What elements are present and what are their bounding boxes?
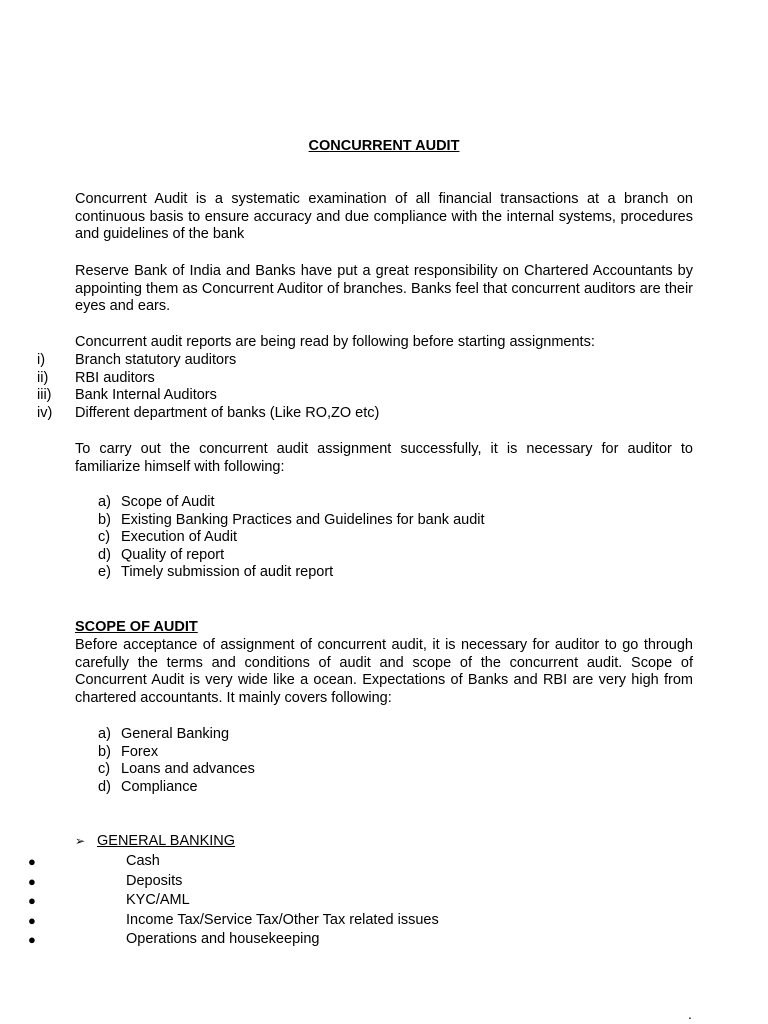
scope-heading: SCOPE OF AUDIT bbox=[75, 619, 198, 635]
intro-paragraph: Concurrent Audit is a systematic examination of all financial transactions at a branch on continuous basis to ensure accuracy and due compliance with the internal systems, procedures and guidelines of the bank bbox=[75, 191, 693, 243]
list-item-number: b) bbox=[98, 743, 111, 760]
footer-mark: . bbox=[688, 1006, 692, 1022]
bullet-icon: ● bbox=[28, 854, 36, 869]
list-item-text: Deposits bbox=[126, 872, 183, 889]
scope-paragraph: Before acceptance of assignment of concurrent audit, it is necessary for auditor to go through carefully the terms and conditions of audit and scope of the concurrent audit. Scope of Concurrent Audit is very wide like a ocean. Expectations of Banks and RBI are very high from chartered accountants. It mainly covers following: bbox=[75, 637, 693, 706]
list-item-number: d) bbox=[98, 778, 111, 795]
list-item-text: Scope of Audit bbox=[121, 494, 215, 510]
readers-intro-paragraph: Concurrent audit reports are being read by following before starting assignments: bbox=[75, 334, 595, 350]
list-item-text: Income Tax/Service Tax/Other Tax related issues bbox=[126, 911, 439, 928]
list-item-text: Loans and advances bbox=[121, 761, 255, 778]
list-item-number: a) bbox=[98, 726, 111, 742]
list-item-text: Compliance bbox=[121, 778, 198, 795]
list-item-text: Bank Internal Auditors bbox=[75, 387, 217, 404]
list-item-text: Different department of banks (Like RO,ZO etc) bbox=[75, 404, 380, 421]
list-item-number: i) bbox=[37, 352, 46, 368]
list-item-number: ii) bbox=[37, 369, 49, 386]
bullet-icon: ● bbox=[28, 873, 36, 889]
bullet-icon: ● bbox=[28, 932, 36, 947]
bullet-icon: ● bbox=[28, 912, 36, 928]
list-item-text: KYC/AML bbox=[126, 892, 190, 908]
list-item-text: Branch statutory auditors bbox=[75, 352, 237, 368]
list-item-text: Operations and housekeeping bbox=[126, 931, 320, 947]
list-item-number: iv) bbox=[37, 404, 53, 421]
list-item-text: RBI auditors bbox=[75, 369, 155, 386]
responsibility-paragraph: Reserve Bank of India and Banks have put a great responsibility on Chartered Accountants by appointing them as Concurrent Auditor of branches. Banks feel that concurrent auditors are their eyes and ears. bbox=[75, 263, 693, 315]
list-item-text: Quality of report bbox=[121, 546, 225, 563]
arrow-bullet-icon: ➢ bbox=[75, 834, 86, 848]
list-item-text: Cash bbox=[126, 853, 160, 869]
list-item-text: Execution of Audit bbox=[121, 529, 238, 546]
general-banking-label: GENERAL BANKING bbox=[97, 833, 236, 849]
list-item-number: a) bbox=[98, 494, 111, 510]
document-title: CONCURRENT AUDIT bbox=[308, 138, 460, 154]
list-item-number: c) bbox=[98, 529, 111, 546]
list-item-text: Existing Banking Practices and Guidelines for bank audit bbox=[121, 511, 485, 528]
list-item-text: Forex bbox=[121, 743, 159, 760]
bullet-icon: ● bbox=[28, 893, 36, 908]
general-banking-heading bbox=[75, 833, 235, 851]
list-item-number: iii) bbox=[37, 387, 52, 404]
list-item-number: b) bbox=[98, 511, 111, 528]
familiarize-paragraph: To carry out the concurrent audit assignment successfully, it is necessary for auditor to familiarize himself with following: bbox=[75, 441, 693, 475]
list-item-number: e) bbox=[98, 564, 111, 581]
list-item-text: Timely submission of audit report bbox=[121, 564, 334, 581]
list-item-text: General Banking bbox=[121, 726, 230, 742]
list-item-number: d) bbox=[98, 546, 111, 563]
list-item-number: c) bbox=[98, 761, 111, 778]
